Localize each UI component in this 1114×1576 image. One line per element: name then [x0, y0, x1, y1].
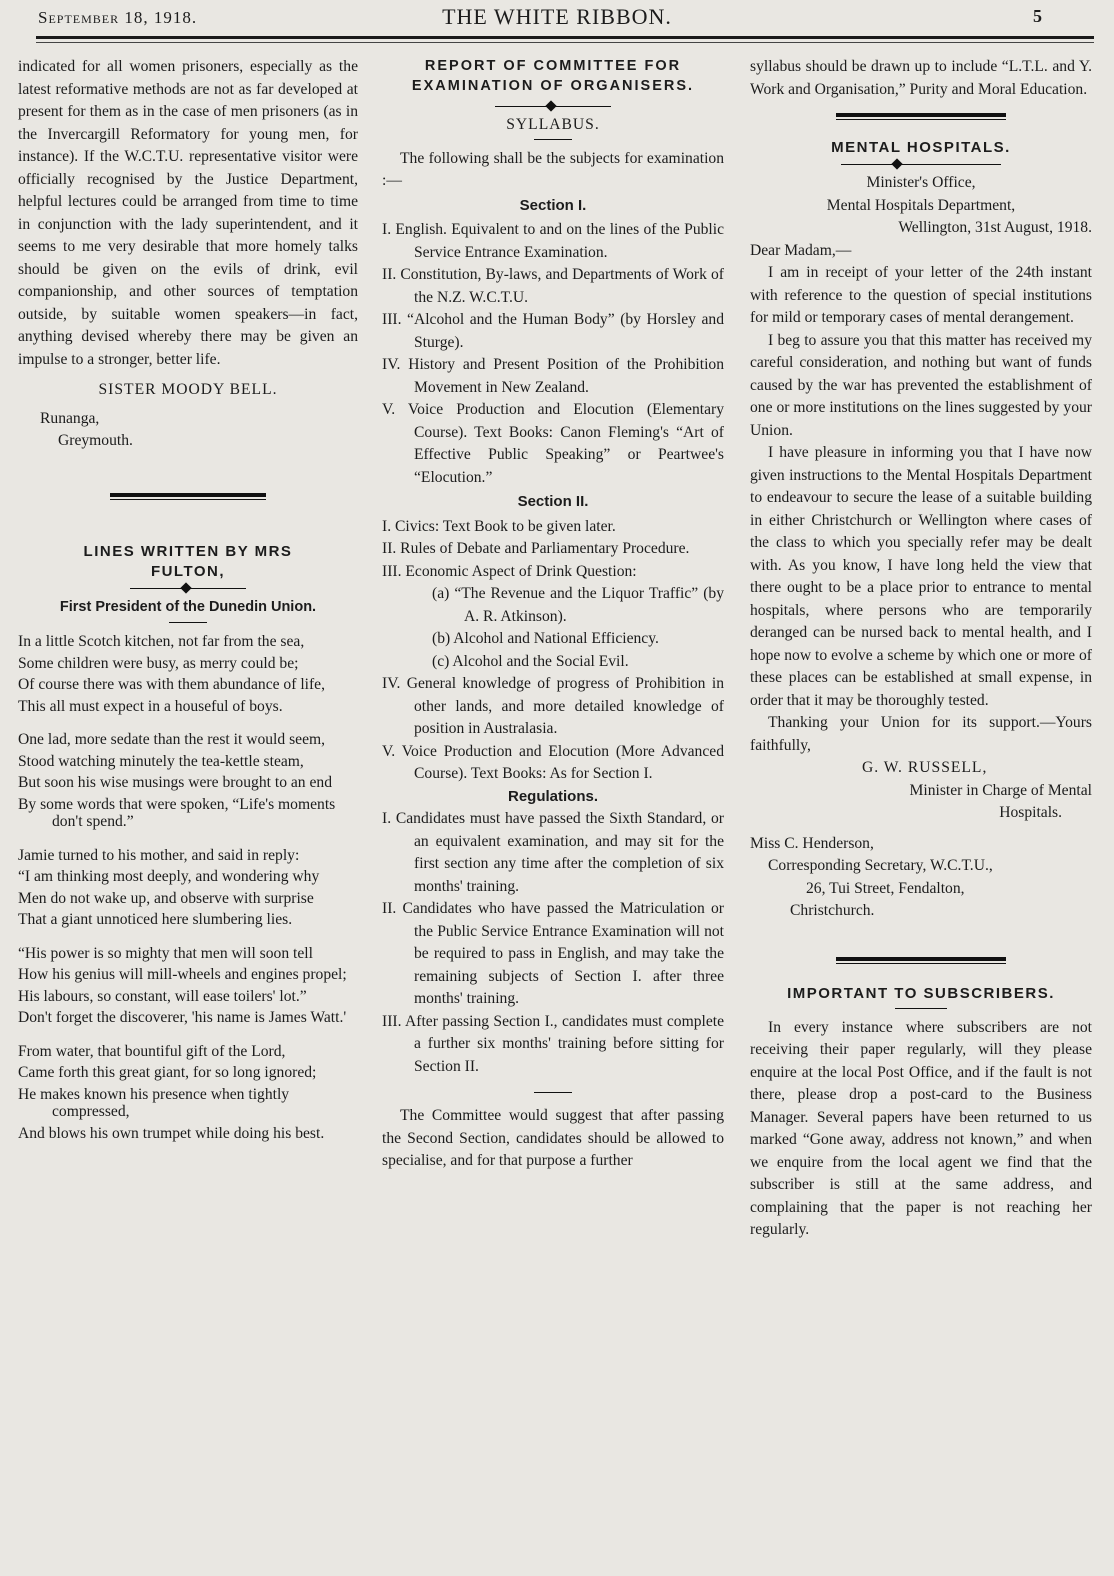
poem-line: This all must expect in a houseful of boys. — [18, 697, 283, 715]
continued-article-text: indicated for all women prisoners, especially as the latest reformative methods are not as far developed at present for them as in the case of men prisoners (as in the Invercargill Reformatory for young men, for instance). If the W.C.T.U. representative visitor were officially recognised by the Justice Department, helpful lectures could be arranged from time to time in conjunction with the lady superintendent, and it seems to me very desirable that more homely talks should be given on the evils of drink, evil companionship, and other sources of temptation outside, by suitable women speakers—in fact, anything devised whereby there may be given an impulse to a stronger, better life. — [18, 58, 358, 368]
poem-line: He makes known his presence when tightly compressed, — [18, 1085, 290, 1120]
section-2-sublist — [382, 583, 724, 673]
continued-syllabus-text: syllabus should be drawn up to include “L.T.L. and Y. Work and Organisation,” Purity and Moral Education. — [750, 58, 1092, 98]
syllabus-heading: SYLLABUS. — [506, 116, 600, 133]
regulations-list — [382, 808, 724, 1078]
recipient-line: Corresponding Secretary, W.C.T.U., — [768, 857, 993, 874]
regulation-item: III. After passing Section I., candidates must complete a further six months' training before sitting for Section II. — [382, 1012, 724, 1075]
ornament-rule — [130, 584, 246, 594]
signer-title: Hospitals. — [999, 804, 1062, 821]
subscribers-heading: IMPORTANT TO SUBSCRIBERS. — [787, 984, 1055, 1002]
column-left — [18, 56, 358, 1158]
poem-line: “I am thinking most deeply, and wondering why — [18, 868, 320, 885]
recipient-line: 26, Tui Street, Fendalton, — [806, 879, 965, 897]
syllabus-item: IV. General knowledge of progress of Prohibition in other lands, and more detailed knowledge of position in Australasia. — [382, 675, 724, 737]
letter-paragraph: Thanking your Union for its support.—Yours faithfully, — [750, 714, 1092, 754]
section-divider — [836, 113, 1006, 120]
issue-date: September 18, 1918. — [38, 8, 198, 27]
minister-letter — [750, 172, 1092, 923]
salutation: Dear Madam,— — [750, 241, 852, 259]
poem-line: Of course there was with them abundance of life, — [18, 676, 325, 693]
page-number: 5 — [1033, 6, 1042, 26]
newspaper-title: THE WHITE RIBBON. — [442, 4, 672, 29]
header-rule — [36, 36, 1094, 39]
syllabus-item: II. Rules of Debate and Parliamentary Procedure. — [382, 540, 690, 557]
header-rule-thin — [36, 42, 1094, 43]
poem-line: His labours, so constant, will ease toilers' lot.” — [18, 987, 307, 1005]
report-heading: EXAMINATION OF ORGANISERS. — [411, 78, 695, 94]
syllabus-item: III. “Alcohol and the Human Body” (by Horsley and Sturge). — [382, 311, 724, 351]
recipient-name: Miss C. Henderson, — [750, 834, 874, 852]
syllabus-item: I. Civics: Text Book to be given later. — [382, 517, 616, 535]
poem-line: From water, that bountiful gift of the Lord, — [18, 1042, 286, 1060]
article-signature: SISTER MOODY BELL. — [98, 381, 278, 398]
syllabus-item: IV. History and Present Position of the Prohibition Movement in New Zealand. — [382, 356, 724, 396]
poem-stanza — [18, 731, 358, 831]
poem-line: One lad, more sedate than the rest it would seem, — [18, 731, 326, 748]
section-1-title: Section I. — [519, 196, 587, 214]
poem-line: Jamie turned to his mother, and said in reply: — [18, 846, 300, 864]
short-rule — [895, 1008, 947, 1009]
place-line: Runanga, — [40, 409, 100, 427]
syllabus-item: I. English. Equivalent to and on the lines of the Public Service Entrance Examination. — [382, 221, 724, 261]
page-header — [0, 0, 1114, 44]
letter-paragraph: I am in receipt of your letter of the 24th instant with reference to the question of special institutions for mild or temporary cases of mental derangement. — [750, 264, 1092, 326]
place-line: Greymouth. — [58, 432, 133, 449]
short-rule — [169, 622, 207, 623]
poem-line: Don't forget the discoverer, 'his name is James Watt.' — [18, 1009, 347, 1026]
report-heading: REPORT OF COMMITTEE FOR — [424, 58, 682, 74]
poem-line: Men do not wake up, and observe with surprise — [18, 889, 314, 907]
column-right — [750, 56, 1092, 1242]
letter-paragraph: I beg to assure you that this matter has received my careful consideration, and nothing but want of funds caused by the war has prevented the establishment of one or more institutions on the lines suggested by your Union. — [750, 331, 1092, 439]
column-middle — [382, 56, 724, 1173]
poem-line: How his genius will mill-wheels and engines propel; — [18, 966, 347, 983]
regulations-title: Regulations. — [507, 787, 598, 805]
poem-line: By some words that were spoken, “Life's moments don't spend.” — [18, 795, 336, 830]
section-1-list — [382, 219, 724, 489]
short-rule — [534, 1092, 572, 1093]
syllabus-item: V. Voice Production and Elocution (Elementary Course). Text Books: Canon Fleming's “Art of Effective Public Speaking” or Peartwee's “Elocution.” — [382, 401, 724, 486]
poem-body — [18, 633, 358, 1142]
poem-stanza — [18, 847, 358, 929]
poem-line: In a little Scotch kitchen, not far from the sea, — [18, 633, 305, 650]
committee-suggestion: The Committee would suggest that after passing the Second Section, candidates should be allowed to specialise, and for that purpose a further — [382, 1107, 724, 1169]
syllabus-item: II. Constitution, By-laws, and Departments of Work of the N.Z. W.C.T.U. — [382, 266, 724, 306]
recipient-line: Christchurch. — [790, 902, 875, 919]
office-line: Minister's Office, — [866, 174, 976, 191]
syllabus-subitem: (b) Alcohol and National Efficiency. — [432, 630, 659, 647]
poem-stanza — [18, 945, 358, 1027]
syllabus-subitem: (a) “The Revenue and the Liquor Traffic” (by A. R. Atkinson). — [432, 585, 724, 625]
poem-line: And blows his own trumpet while doing his best. — [18, 1124, 325, 1142]
poem-line: Stood watching minutely the tea-kettle steam, — [18, 752, 304, 770]
syllabus-item: III. Economic Aspect of Drink Question: — [382, 562, 637, 580]
ornament-rule — [495, 102, 611, 112]
regulation-item: II. Candidates who have passed the Matriculation or the Public Service Entrance Examination will not be required to pass in English, and may take the remaining subjects of Section I. after three months' training. — [382, 900, 724, 1007]
section-2-list-continued — [382, 673, 724, 786]
section-divider — [110, 493, 266, 500]
section-2-list — [382, 516, 724, 584]
section-2-title: Section II. — [517, 493, 589, 510]
signer-title: Minister in Charge of Mental — [909, 781, 1092, 799]
poem-heading: LINES WRITTEN BY MRS FULTON, — [83, 542, 293, 580]
ornament-rule — [841, 160, 1001, 170]
syllabus-subitem: (c) Alcohol and the Social Evil. — [432, 652, 629, 670]
section-divider — [836, 957, 1006, 964]
syllabus-item: V. Voice Production and Elocution (More Advanced Course). Text Books: As for Section I. — [382, 742, 724, 782]
mental-hospitals-heading: MENTAL HOSPITALS. — [831, 139, 1011, 156]
poem-stanza — [18, 1043, 358, 1143]
poem-stanza — [18, 633, 358, 715]
poem-line: Some children were busy, as merry could be; — [18, 654, 299, 672]
letter-body — [750, 262, 1092, 757]
short-rule — [534, 139, 572, 140]
poem-line: “His power is so mighty that men will soon tell — [18, 944, 313, 962]
syllabus-intro: The following shall be the subjects for examination :— — [382, 149, 724, 189]
poem-line: Came forth this great giant, for so long ignored; — [18, 1064, 317, 1081]
poem-subheading: First President of the Dunedin Union. — [59, 598, 317, 615]
office-line: Mental Hospitals Department, — [826, 196, 1016, 214]
poem-line: That a giant unnoticed here slumbering lies. — [18, 911, 293, 928]
signer-name: G. W. RUSSELL, — [862, 759, 988, 776]
regulation-item: I. Candidates must have passed the Sixth Standard, or an equivalent examination, and may sit for the first section any time after the completion of six months' training. — [382, 810, 724, 895]
poem-line: But soon his wise musings were brought to an end — [18, 774, 333, 791]
letter-date: Wellington, 31st August, 1918. — [898, 219, 1092, 236]
letter-paragraph: I have pleasure in informing you that I have now given instructions to the Mental Hospitals Department to endeavour to secure the lease of a suitable building in either Christchurch or Wellington where cases of the class to which you specially refer may be dealt with. As you know, I have long held the view that there ought to be a place prior to entrance to mental hospitals, where persons who are temporarily deranged can be nursed back to mental health, and I hope now to evolve a scheme by which one or more of these places can be established at small expense, in order that it may be thoroughly tested. — [750, 444, 1092, 709]
subscribers-notice: In every instance where subscribers are not receiving their paper regularly, will they please enquire at the local Post Office, and if the fault is not there, please drop a post-card to the Business Manager. Several papers have been returned to us marked “Gone away, address not known,” and when we enquire from the local agent we find that the subscriber is still at the same address, and complaining that the paper is not reaching her regularly. — [750, 1018, 1092, 1238]
